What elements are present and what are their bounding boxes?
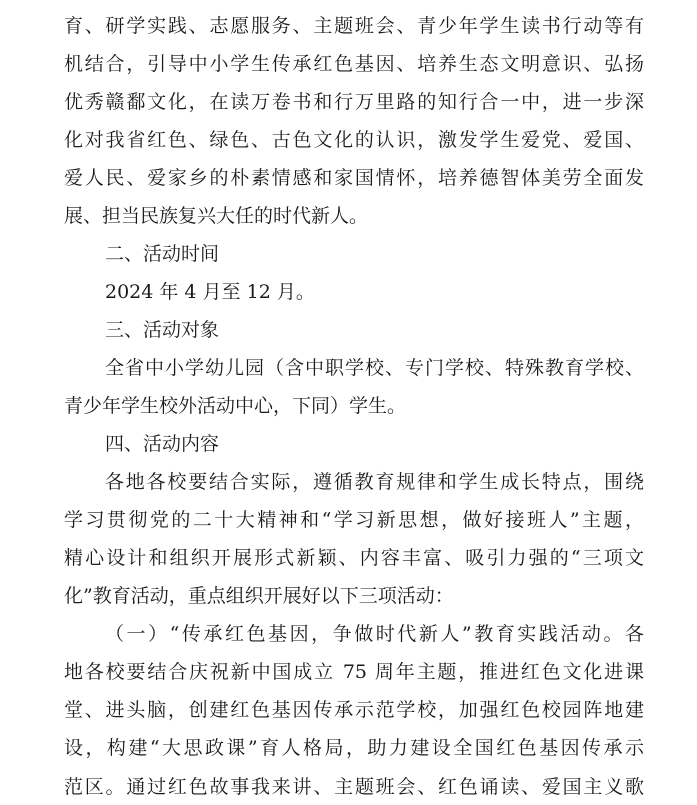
body-text-line: 青少年学生校外活动中心，下同）学生。 [64, 395, 407, 417]
body-text-line: （一）“传承红色基因，争做时代新人”教育实践活动。各 [105, 623, 644, 645]
body-text-line: 学习贯彻党的二十大精神和“学习新思想，做好接班人”主题， [64, 509, 644, 531]
section-heading-time: 二、活动时间 [105, 243, 220, 265]
body-text-line: 机结合，引导中小学生传承红色基因、培养生态文明意识、弘扬 [64, 53, 644, 75]
body-text-line: 堂、进头脑，创建红色基因传承示范学校，加强红色校园阵地建 [64, 699, 644, 721]
body-text-line: 爱人民、爱家乡的朴素情感和家国情怀，培养德智体美劳全面发 [64, 167, 644, 189]
body-text-line: 各地各校要结合实际，遵循教育规律和学生成长特点，围绕 [105, 471, 644, 493]
body-text-line: 设，构建“大思政课”育人格局，助力建设全国红色基因传承示 [64, 737, 644, 759]
activity-time-text: 2024 年 4 月至 12 月。 [105, 281, 315, 303]
body-text-line: 育、研学实践、志愿服务、主题班会、青少年学生读书行动等有 [64, 15, 644, 37]
body-text-line: 化对我省红色、绿色、古色文化的认识，激发学生爱党、爱国、 [64, 129, 644, 151]
body-text-line: 化”教育活动，重点组织开展好以下三项活动： [64, 585, 454, 607]
body-text-line: 优秀赣鄱文化，在读万卷书和行万里路的知行合一中，进一步深 [64, 91, 644, 113]
section-heading-content: 四、活动内容 [105, 433, 220, 455]
body-text-line: 范区。通过红色故事我来讲、主题班会、红色诵读、爱国主义歌 [64, 776, 644, 798]
body-text-line: 全省中小学幼儿园（含中职学校、专门学校、特殊教育学校、 [105, 357, 644, 379]
body-text-line: 精心设计和组织开展形式新颖、内容丰富、吸引力强的“三项文 [64, 547, 644, 569]
section-heading-target: 三、活动对象 [105, 319, 220, 341]
body-text-line: 地各校要结合庆祝新中国成立 75 周年主题，推进红色文化进课 [64, 661, 644, 683]
body-text-line: 展、担当民族复兴大任的时代新人。 [64, 205, 369, 227]
